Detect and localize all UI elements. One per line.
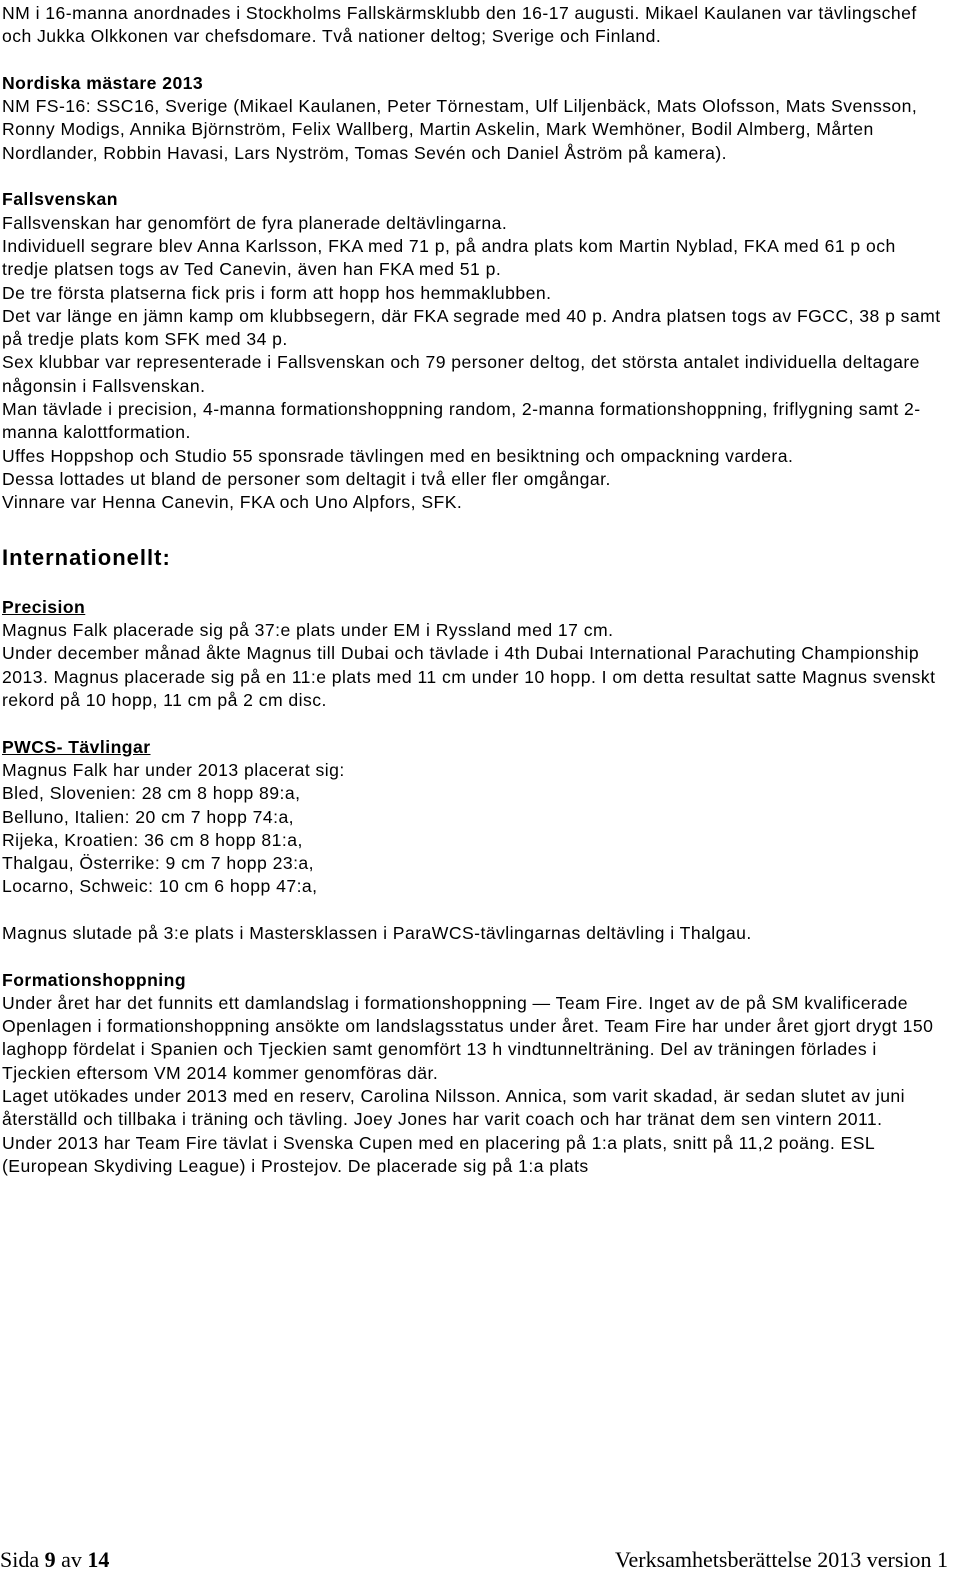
fallsvenskan-line: Fallsvenskan har genomfört de fyra planerade deltävlingarna.	[2, 212, 508, 233]
pwcs-heading: PWCS- Tävlingar	[2, 736, 151, 757]
formation-heading: Formationshoppning	[2, 969, 187, 990]
precision-heading: Precision	[2, 596, 86, 617]
nordic-heading: Nordiska mästare 2013	[2, 72, 204, 93]
page-footer	[0, 1548, 948, 1571]
formation-line: Laget utökades under 2013 med en reserv, Carolina Nilsson. Annica, som varit skadad, är sedan slutet av juni återställd och tillbaka i träning och tävling. Joey Jones har varit coach och har tränat dem sen vintern 2011.	[2, 1086, 906, 1130]
pwcs-result: Rijeka, Kroatien: 36 cm 8 hopp 81:a,	[2, 829, 303, 850]
fallsvenskan-line: Man tävlade i precision, 4-manna formationshoppning random, 2-manna formationshoppning, friflygning samt 2-manna kalottformation.	[2, 399, 921, 443]
page-number: 9	[44, 1547, 56, 1572]
pwcs-result: Thalgau, Österrike: 9 cm 7 hopp 23:a,	[2, 853, 314, 874]
fallsvenskan-line: De tre första platserna fick pris i form att hopp hos hemmaklubben.	[2, 282, 552, 303]
page-counter: Sida 9 av 14	[0, 1547, 110, 1572]
intro-paragraph: NM i 16-manna anordnades i Stockholms Fallskärmsklubb den 16-17 augusti. Mikael Kaulanen var tävlingschef och Jukka Olkkonen var chefsdomare. Två nationer deltog; Sverige och Finland.	[2, 3, 917, 47]
pwcs-result: Bled, Slovenien: 28 cm 8 hopp 89:a,	[2, 783, 301, 804]
document-title: Verksamhetsberättelse 2013 version 1	[615, 1547, 948, 1572]
page-total: 14	[87, 1547, 110, 1572]
international-heading: Internationellt:	[2, 544, 171, 570]
formation-line: Under 2013 har Team Fire tävlat i Svenska Cupen med en placering på 1:a plats, snitt på 11,2 poäng. ESL (European Skydiving League) i Prostejov. De placerade sig på 1:a plats	[2, 1132, 875, 1176]
fallsvenskan-line: Det var länge en jämn kamp om klubbsegern, där FKA segrade med 40 p. Andra platsen togs av FGCC, 38 p samt på tredje plats kom SFK med 34 p.	[2, 305, 941, 350]
precision-line: Under december månad åkte Magnus till Dubai och tävlade i 4th Dubai International Parachuting Championship 2013. Magnus placerade sig på en 11:e plats med 11 cm under 10 hopp. I om detta resultat satte Magnus svenskt rekord på 10 hopp, 11 cm på 2 cm disc.	[2, 643, 936, 711]
precision-line: Magnus Falk placerade sig på 37:e plats under EM i Ryssland med 17 cm.	[2, 620, 614, 641]
fallsvenskan-line: Vinnare var Henna Canevin, FKA och Uno Alpfors, SFK.	[2, 492, 463, 513]
pwcs-summary: Magnus slutade på 3:e plats i Mastersklassen i ParaWCS-tävlingarnas deltävling i Thalgau.	[2, 922, 752, 943]
pwcs-result: Belluno, Italien: 20 cm 7 hopp 74:a,	[2, 806, 295, 827]
pwcs-result: Locarno, Schweic: 10 cm 6 hopp 47:a,	[2, 876, 318, 897]
formation-line: Under året har det funnits ett damlandslag i formationshoppning — Team Fire. Inget av de på SM kvalificerade Openlagen i formationshoppning ansökte om landslagsstatus under året. Team Fire har under året gjort drygt 150 laghopp fördelat i Spanien och Tjeckien samt genomfört 13 h vindtunnelträning. Del av träningen förlades i Tjeckien eftersom VM 2014 kommer genomföras där.	[2, 992, 934, 1083]
fallsvenskan-line: Uffes Hoppshop och Studio 55 sponsrade tävlingen med en besiktning och ompackning vardera.	[2, 445, 794, 466]
fallsvenskan-heading: Fallsvenskan	[2, 189, 118, 210]
fallsvenskan-line: Sex klubbar var representerade i Fallsvenskan och 79 personer deltog, det största antalet individuella deltagare någonsin i Fallsvenskan.	[2, 352, 920, 396]
fallsvenskan-line: Dessa lottades ut bland de personer som deltagit i två eller fler omgångar.	[2, 468, 611, 489]
nordic-text: NM FS-16: SSC16, Sverige (Mikael Kaulanen, Peter Törnestam, Ulf Liljenbäck, Mats Olofsson, Mats Svensson, Ronny Modigs, Annika Björnström, Felix Wallberg, Martin Askelin, Mark Wemhöner, Bodil Almberg, Mårten Nordlander, Robbin Havasi, Lars Nyström, Tomas Sevén och Daniel Åström på kamera).	[2, 96, 918, 163]
fallsvenskan-line: Individuell segrare blev Anna Karlsson, FKA med 71 p, på andra plats kom Martin Nyblad, FKA med 61 p och tredje platsen togs av Ted Canevin, även han FKA med 51 p.	[2, 235, 896, 280]
pwcs-intro: Magnus Falk har under 2013 placerat sig:	[2, 759, 345, 780]
